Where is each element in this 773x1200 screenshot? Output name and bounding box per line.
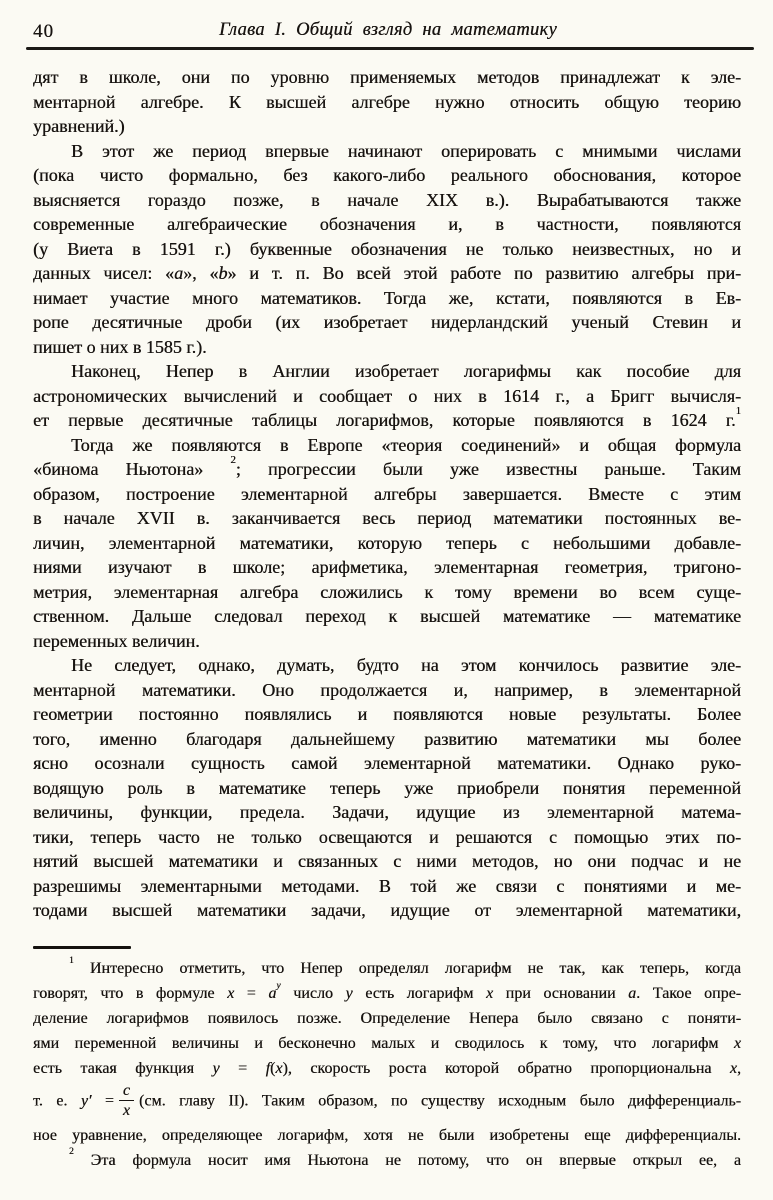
body-line: величины, функции, предела. Задачи, идущие из элементарной матема- [33, 802, 741, 822]
body-line: данных чисел: «a», «b» и т. п. Во всей этой работе по развитию алгебры при- [33, 263, 741, 283]
footnote-line: $^2$ Эта формула носит имя Ньютона не потому, что он впервые открыл ее, а [69, 1146, 741, 1169]
body-line: того, именно благодаря дальнейшему развитию математики мы более [33, 728, 741, 749]
body-line: ропе десятичные дроби (их изобретает нидерландский ученый Стевин и [33, 312, 741, 332]
body-line: Тогда же появляются в Европе «теория соединений» и общая формула [71, 434, 741, 455]
paragraph [33, 1148, 741, 1173]
page-header [33, 20, 743, 44]
body-line: Наконец, Непер в Англии изобретает логарифмы как пособие для [71, 361, 741, 381]
body-line: ментарной алгебре. К высшей алгебре нужно относить общую теорию [33, 91, 741, 112]
body-line: ственном. Дальше следовал переход к высшей математике — математике [33, 606, 741, 626]
body-line: ментарной математики. Оно продолжается и, например, в элементарной [33, 679, 741, 700]
body-line: нимает участие много математиков. Тогда же, кстати, появляются в Ев- [33, 287, 741, 308]
footnote-line: ями переменной величины и бесконечно малых и сводилось к тому, что логарифм x [33, 1035, 741, 1052]
footnote-line: $^1$ Интересно отметить, что Непер определял логарифм не так, как теперь, когда [69, 954, 741, 977]
body-line: личин, элементарной математики, которую теперь с небольшими добавле- [33, 532, 741, 553]
body-line: ясно осознали сущность самой элементарной математики. Однако руко- [33, 753, 741, 773]
fraction [119, 1082, 134, 1120]
fraction-denominator: x [122, 1102, 131, 1120]
body-line: выясняется гораздо позже, в начале XIX в.). Вырабатываются также [33, 189, 741, 210]
paragraph [33, 433, 741, 654]
paragraph [33, 139, 741, 360]
body-line: пишет о них в 1585 г.). [33, 336, 207, 357]
footnote-rule [33, 946, 131, 949]
paragraph [33, 653, 741, 923]
body-line: тики, теперь часто не только освещаются и решаются с помощью этих по- [33, 826, 741, 847]
body-line: ет первые десятичные таблицы логарифмов, которые появляются в 1624 г.$^1$ [33, 405, 741, 430]
body-line: в начале XVII в. заканчивается весь период математики постоянных ве- [33, 508, 741, 528]
body-line: Не следует, однако, думать, будто на этом кончилось развитие эле- [71, 655, 741, 675]
body-line: дят в школе, они по уровню применяемых методов принадлежат к эле- [33, 67, 741, 87]
body-line: нятий высшей математики и связанных с ними методов, но они подчас и не [33, 851, 741, 871]
footnote-line: деление логарифмов появилось позже. Определение Непера было связано с поняти- [33, 1010, 741, 1027]
body-line: метрия, элементарная алгебра сложились к тому времени во всем суще- [33, 581, 741, 602]
footnote-line: ное уравнение, определяющее логарифм, хотя не были изобретены еще дифференциалы. [33, 1126, 741, 1144]
paragraph [33, 65, 741, 139]
body-line: тодами высшей математики задачи, идущие от элементарной математики, [33, 900, 741, 920]
body-text [33, 65, 741, 923]
body-line: современные алгебраические обозначения и, в частности, появляются [33, 214, 741, 234]
fraction-numerator: c [119, 1082, 134, 1101]
body-line: (у Виета в 1591 г.) буквенные обозначения не только неизвестных, но и [33, 238, 741, 259]
body-line: астрономических вычислений и сообщает о них в 1614 г., а Бригг вычисля- [33, 385, 741, 406]
body-line: (пока чисто формально, без какого-либо реального обоснования, которое [33, 165, 741, 185]
body-line: «бинома Ньютона» $^2$; прогрессии были уже известны раньше. Таким [33, 454, 741, 479]
paragraph [33, 956, 741, 1148]
body-line: уравнений.) [33, 116, 125, 136]
body-line: образом, построение элементарной алгебры завершается. Вместе с этим [33, 483, 741, 504]
body-line: переменных величин. [33, 630, 200, 651]
body-line: геометрии постоянно появлялись и появляются новые результаты. Более [33, 704, 741, 724]
footnotes [33, 956, 741, 1173]
body-line: ниями изучают в школе; арифметика, элементарная геометрия, тригоно- [33, 557, 741, 577]
header-rule [26, 47, 754, 50]
footnote-line: т. е. y′ = $\frac{c}{x}$ (см. главу II). Таким образом, по существу исходным было дифференциаль- [33, 1082, 742, 1120]
footnote-line: есть такая функция y = f(x), скорость роста которой обратно пропорциональна x, [33, 1060, 741, 1077]
body-line: водящую роль в математике теперь уже приобрели понятия переменной [33, 777, 741, 798]
paragraph [33, 359, 741, 433]
page-number: 40 [33, 21, 54, 42]
body-line: разрешимы элементарными методами. В той же связи с понятиями и ме- [33, 875, 741, 896]
body-line: В этот же период впервые начинают оперировать с мнимыми числами [71, 140, 741, 161]
footnote-line: говорят, что в формуле $x = a^y$ число y есть логарифм x при основании a. Такое опре- [33, 979, 742, 1002]
running-title: Глава I. Общий взгляд на математику [219, 20, 557, 40]
